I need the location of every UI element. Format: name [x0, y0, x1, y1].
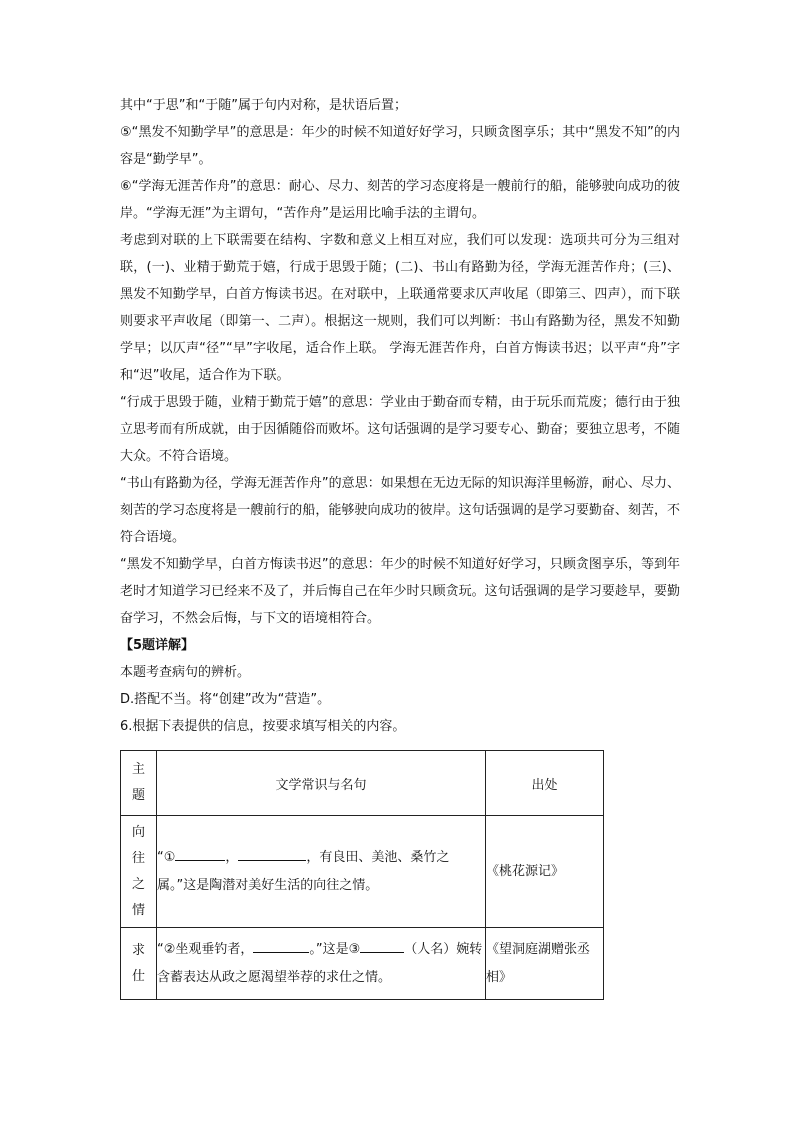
- table-row: [121, 928, 604, 1000]
- cell-source: 《桃花源记》: [486, 816, 604, 928]
- answer-blank-2[interactable]: [238, 846, 306, 861]
- paragraph: D.搭配不当。将“创建”改为“营造”。: [120, 692, 331, 707]
- table-header-row: [121, 751, 604, 816]
- header-theme: 主题: [121, 751, 157, 816]
- cell-source: 《望洞庭湖赠张丞相》: [486, 928, 604, 1000]
- paragraph: 其中“于思”和“于随”属于句内对称，是状语后置；: [120, 98, 407, 113]
- table-row: [121, 816, 604, 928]
- cell-content: “① ， ，有良田、美池、桑竹之属。”这是陶潜对美好生活的向往之情。: [157, 816, 486, 928]
- paragraph: 本题考查病句的辨析。: [120, 665, 251, 680]
- document-body: [120, 92, 680, 740]
- answer-blank-3[interactable]: [253, 938, 309, 953]
- paragraph: 考虑到对联的上下联需要在结构、字数和意义上相互对应，我们可以发现：选项共可分为三组对联，(一)、业精于勤荒于嬉，行成于思毁于随；(二)、书山有路勤为径，学海无涯苦作舟；(三)、黑发不知勤学早，白首方悔读书迟。在对联中，上联通常要求仄声收尾（即第三、四声），而下联则要求平声收尾（即第一、二声）。根据这一规则，我们可以判断：书山有路勤为径，黑发不知勤学早；以仄声“径”“早”字收尾，适合作上联。 学海无涯苦作舟，白首方悔读书迟；以平声“舟”字和“迟”收尾，适合作为下联。: [120, 233, 680, 383]
- cell-theme: 向往之情: [121, 816, 157, 928]
- paragraph: “行成于思毁于随，业精于勤荒于嬉”的意思：学业由于勤奋而专精，由于玩乐而荒废；德行由于独立思考而有所成就，由于因循随俗而败坏。这句话强调的是学习要专心、勤奋；要独立思考，不随大众。不符合语境。: [120, 395, 680, 464]
- paragraph: “书山有路勤为径，学海无涯苦作舟”的意思：如果想在无边无际的知识海洋里畅游，耐心、尽力、刻苦的学习态度将是一艘前行的船，能够驶向成功的彼岸。这句话强调的是学习要勤奋、刻苦，不符合语境。: [120, 476, 680, 545]
- paragraph: ⑤“黑发不知勤学早”的意思是：年少的时候不知道好好学习，只顾贪图享乐；其中“黑发不知”的内容是“勤学早”。: [120, 125, 680, 167]
- cell-content: “②坐观垂钓者， 。”这是③ （人名）婉转含蓄表达从政之愿渴望举荐的求仕之情。: [157, 928, 486, 1000]
- cell-theme: 求仕: [121, 928, 157, 1000]
- header-content: 文学常识与名句: [157, 751, 486, 816]
- paragraph: “黑发不知勤学早，白首方悔读书迟”的意思：年少的时候不知道好好学习，只顾贪图享乐，等到年老时才知道学习已经来不及了，并后悔自己在年少时只顾贪玩。这句话强调的是学习要趁早，要勤奋学习，不然会后悔，与下文的语境相符合。: [120, 557, 680, 626]
- answer-blank-4[interactable]: [360, 938, 404, 953]
- header-source: 出处: [486, 751, 604, 816]
- paragraph: ⑥“学海无涯苦作舟”的意思：耐心、尽力、刻苦的学习态度将是一艘前行的船，能够驶向成功的彼岸。“学海无涯”为主谓句，“苦作舟”是运用比喻手法的主谓句。: [120, 179, 680, 221]
- section-heading: 【5题详解】: [120, 638, 195, 653]
- question-prompt: 6.根据下表提供的信息，按要求填写相关的内容。: [120, 719, 406, 734]
- info-table: [120, 750, 604, 1000]
- answer-blank-1[interactable]: [175, 846, 225, 861]
